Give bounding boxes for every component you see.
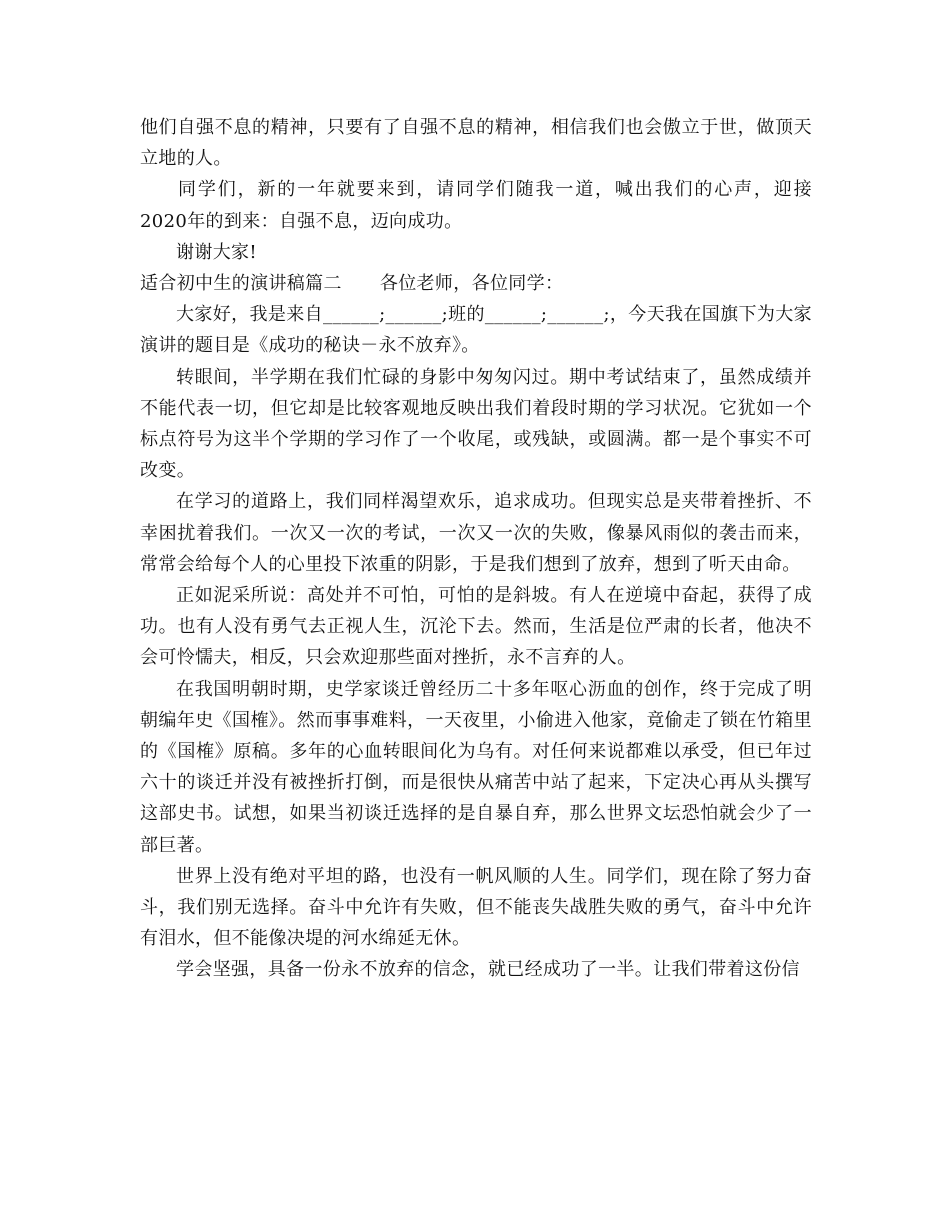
paragraph-nietzsche: 正如泥采所说：高处并不可怕，可怕的是斜坡。有人在逆境中奋起，获得了成功。也有人没有勇气去正视人生，沉沦下去。然而，生活是位严肃的长者，他决不会可怜懦夫，相反，只会欢迎那些面对挫折，永不言弃的人。 — [140, 585, 812, 669]
document-body — [140, 112, 812, 986]
paragraph-new-year: 同学们，新的一年就要来到，请同学们随我一道，喊出我们的心声，迎接2020年的到来：自强不息，迈向成功。 — [140, 179, 812, 232]
paragraph-semester: 转眼间，半学期在我们忙碌的身影中匆匆闪过。期中考试结束了，虽然成绩并不能代表一切，但它却是比较客观地反映出我们着段时期的学习状况。它犹如一个标点符号为这半个学期的学习作了一个收尾，或残缺，或圆满。都一是个事实不可改变。 — [140, 366, 812, 482]
paragraph-thanks: 谢谢大家! — [176, 241, 257, 263]
section-title: 适合初中生的演讲稿篇二 — [140, 273, 342, 295]
paragraph-learning-road: 在学习的道路上，我们同样渴望欢乐，追求成功。但现实总是夹带着挫折、不幸困扰着我们。一次又一次的考试，一次又一次的失败，像暴风雨似的袭击而来，常常会给每个人的心里投下浓重的阴影，于是我们想到了放弃，想到了听天由命。 — [140, 491, 812, 575]
paragraph-continuation: 他们自强不息的精神，只要有了自强不息的精神，相信我们也会傲立于世，做顶天立地的人。 — [140, 117, 812, 170]
section-heading-row — [140, 268, 812, 299]
paragraph-introduction: 大家好，我是来自______;______;班的______;______;，今天我在国旗下为大家演讲的题目是《成功的秘诀－永不放弃》。 — [140, 304, 812, 357]
paragraph-be-strong: 学会坚强，具备一份永不放弃的信念，就已经成功了一半。让我们带着这份信 — [176, 959, 800, 981]
paragraph-life-path: 世界上没有绝对平坦的路，也没有一帆风顺的人生。同学们，现在除了努力奋斗，我们别无选择。奋斗中允许有失败，但不能丧失战胜失败的勇气，奋斗中允许有泪水，但不能像决堤的河水绵延无休。 — [140, 865, 812, 950]
section-greeting: 各位老师，各位同学： — [379, 273, 564, 295]
paragraph-tan-qian: 在我国明朝时期，史学家谈迁曾经历二十多年呕心沥血的创作，终于完成了明朝编年史《国榷》。然而事事难料，一天夜里，小偷进入他家，竟偷走了锁在竹箱里的《国榷》原稿。多年的心血转眼间化为乌有。对任何来说都难以承受，但已年过六十的谈迁并没有被挫折打倒，而是很快从痛苦中站了起来，下定决心再从头撰写这部史书。试想，如果当初谈迁选择的是自暴自弃，那么世界文坛恐怕就会少了一部巨著。 — [140, 678, 812, 856]
